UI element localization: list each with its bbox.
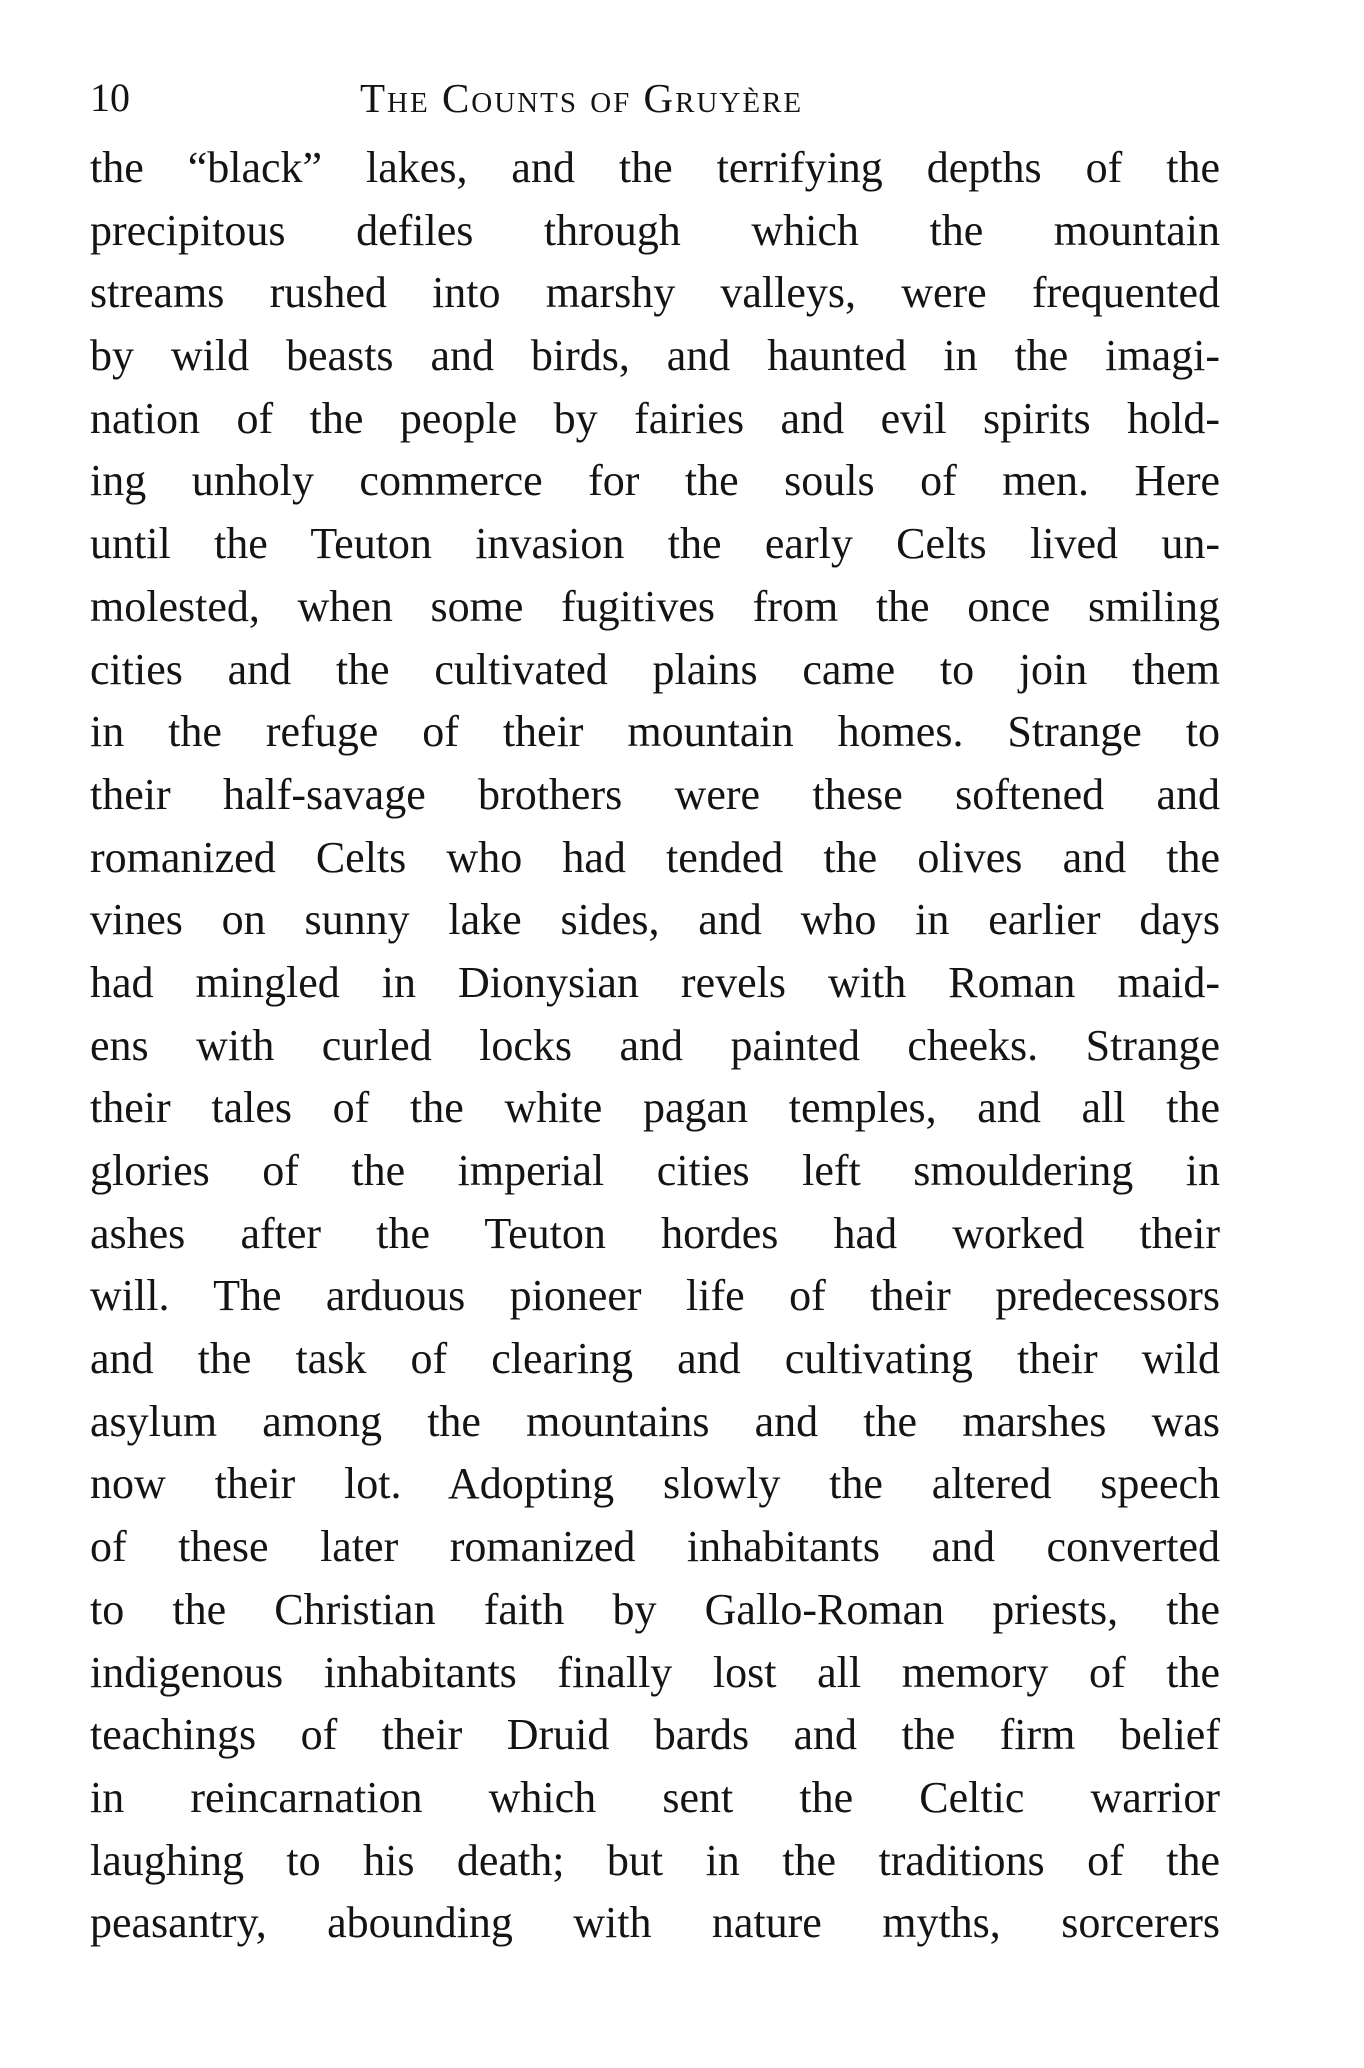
body-text bbox=[90, 137, 1220, 1955]
text-line: the “black” lakes, and the terrifying depths of the bbox=[90, 143, 1220, 192]
text-line: molested, when some fugitives from the once smiling bbox=[90, 581, 1220, 631]
text-line: precipitous defiles through which the mountain bbox=[90, 205, 1220, 255]
text-line: will. The arduous pioneer life of their predecessors bbox=[90, 1271, 1220, 1321]
text-line: ing unholy commerce for the souls of men. Here bbox=[90, 456, 1220, 506]
text-line: asylum among the mountains and the marshes was bbox=[90, 1396, 1220, 1446]
text-line: romanized Celts who had tended the olives and the bbox=[90, 832, 1220, 882]
text-line: cities and the cultivated plains came to join them bbox=[90, 644, 1220, 694]
text-line: in the refuge of their mountain homes. Strange to bbox=[90, 707, 1220, 757]
running-title: The Counts of Gruyère bbox=[360, 75, 804, 121]
text-line: streams rushed into marshy valleys, were frequented bbox=[90, 268, 1220, 318]
text-line: vines on sunny lake sides, and who in earlier days bbox=[90, 895, 1220, 945]
text-line: indigenous inhabitants finally lost all memory of the bbox=[90, 1647, 1220, 1697]
running-head bbox=[90, 68, 1220, 128]
text-line: of these later romanized inhabitants and converted bbox=[90, 1522, 1220, 1572]
text-line: their half-savage brothers were these softened and bbox=[90, 769, 1220, 819]
page-number: 10 bbox=[90, 75, 130, 120]
text-line: ashes after the Teuton hordes had worked their bbox=[90, 1208, 1220, 1258]
text-line: their tales of the white pagan temples, and all the bbox=[90, 1083, 1220, 1133]
text-line: by wild beasts and birds, and haunted in the imagi- bbox=[90, 331, 1220, 381]
text-line: to the Christian faith by Gallo-Roman priests, the bbox=[90, 1584, 1220, 1634]
text-line: had mingled in Dionysian revels with Roman maid- bbox=[90, 957, 1220, 1007]
text-line: until the Teuton invasion the early Celts lived un- bbox=[90, 519, 1220, 569]
text-line: laughing to his death; but in the traditions of the bbox=[90, 1835, 1220, 1885]
text-line: nation of the people by fairies and evil spirits hold- bbox=[90, 393, 1220, 443]
text-line: and the task of clearing and cultivating their wild bbox=[90, 1334, 1220, 1384]
text-line: peasantry, abounding with nature myths, sorcerers bbox=[90, 1898, 1220, 1948]
text-line: glories of the imperial cities left smouldering in bbox=[90, 1146, 1220, 1195]
text-line: ens with curled locks and painted cheeks. Strange bbox=[90, 1020, 1220, 1070]
text-line: teachings of their Druid bards and the firm belief bbox=[90, 1710, 1220, 1760]
text-line: now their lot. Adopting slowly the altered speech bbox=[90, 1459, 1220, 1509]
text-line: in reincarnation which sent the Celtic warrior bbox=[90, 1772, 1220, 1822]
